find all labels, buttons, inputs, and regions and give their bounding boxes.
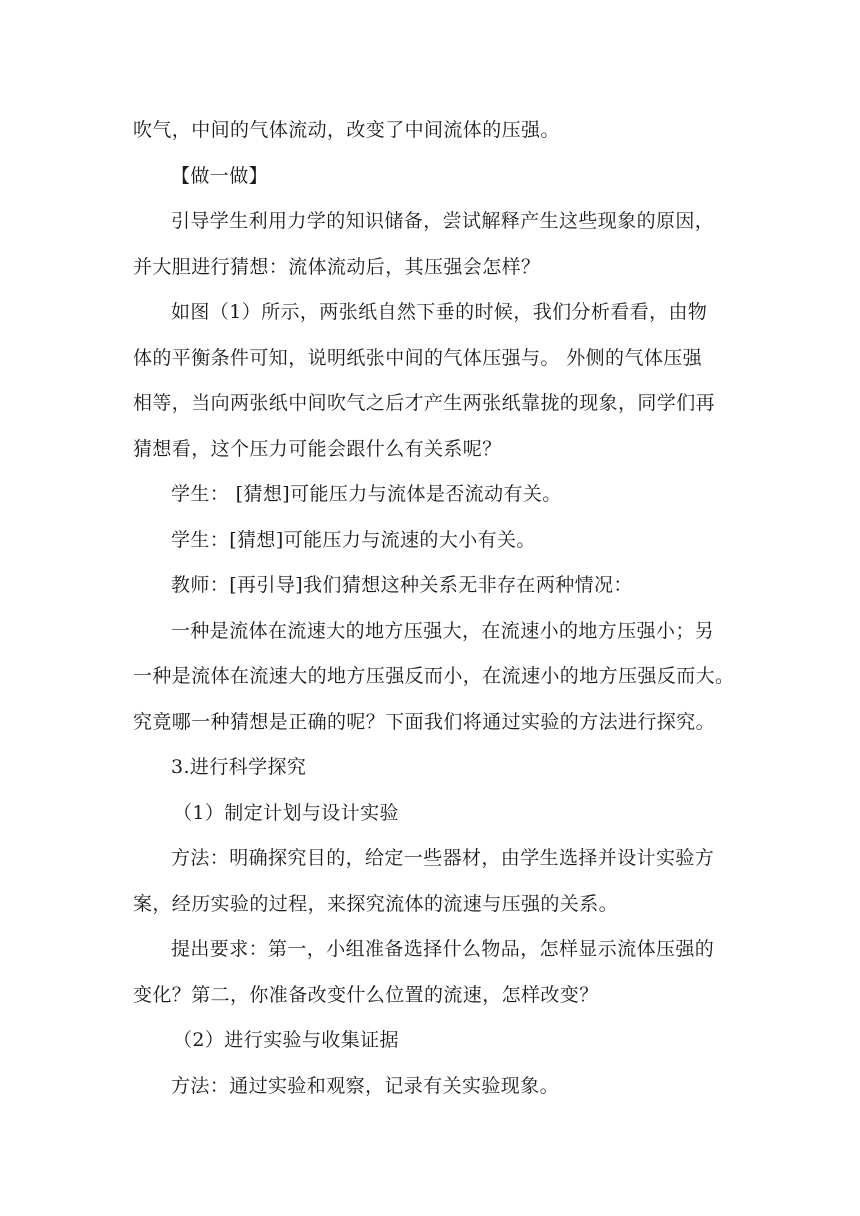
paragraph-line: 吹气，中间的气体流动，改变了中间流体的压强。 (133, 119, 560, 141)
paragraph-line: 案，经历实验的过程，来探究流体的流速与压强的关系。 (133, 892, 619, 915)
subsection-heading-experiment: （2）进行实验与收集证据 (173, 1029, 399, 1051)
paragraph-line: 方法：通过实验和观察，记录有关实验现象。 (171, 1074, 560, 1097)
paragraph-line: 体的平衡条件可知，说明纸张中间的气体压强与。 外侧的气体压强 (133, 346, 703, 369)
paragraph-line: 变化？第二，你准备改变什么位置的流速，怎样改变？ (133, 983, 599, 1006)
paragraph-line: 方法：明确探究目的，给定一些器材，由学生选择并设计实验方 (171, 847, 715, 869)
paragraph-line: 一种是流体在流速大的地方压强大，在流速小的地方压强小；另 (171, 619, 715, 642)
paragraph-line: 并大胆进行猜想：流体流动后，其压强会怎样？ (133, 255, 541, 278)
document-body (133, 108, 733, 1109)
paragraph-line: 提出要求：第一，小组准备选择什么物品，怎样显示流体压强的 (171, 938, 715, 960)
teacher-line: 教师：[再引导]我们猜想这种关系无非存在两种情况： (171, 574, 633, 596)
paragraph-line: 如图（1）所示，两张纸自然下垂的时候，我们分析看看，由物 (171, 301, 708, 323)
paragraph-line: 一种是流体在流速大的地方压强反而小，在流速小的地方压强反而大。 (133, 665, 735, 687)
paragraph-line: 究竟哪一种猜想是正确的呢？下面我们将通过实验的方法进行探究。 (133, 710, 716, 733)
student-line: 学生：[猜想]可能压力与流速的大小有关。 (171, 528, 536, 551)
paragraph-line: 引导学生利用力学的知识储备，尝试解释产生这些现象的原因， (171, 210, 715, 232)
section-heading-inquiry: 3.进行科学探究 (171, 756, 307, 778)
subsection-heading-plan: （1）制定计划与设计实验 (173, 801, 399, 824)
paragraph-line: 相等，当向两张纸中间吹气之后才产生两张纸靠拢的现象，同学们再 (133, 392, 716, 414)
paragraph-line: 猜想看，这个压力可能会跟什么有关系呢？ (133, 437, 502, 460)
section-heading-do-it: 【做一做】 (171, 164, 269, 187)
student-line: 学生： [猜想]可能压力与流体是否流动有关。 (171, 483, 562, 505)
